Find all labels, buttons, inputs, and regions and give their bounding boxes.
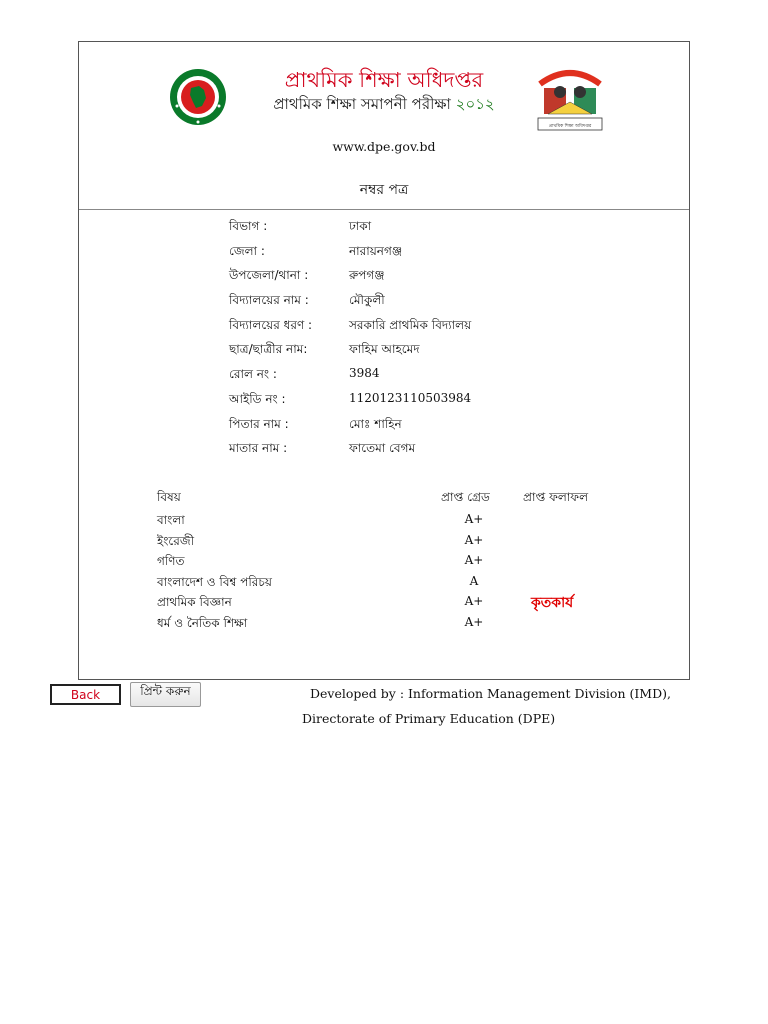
table-row xyxy=(157,615,607,636)
table-row xyxy=(157,553,607,574)
column-header-grade: প্রাপ্ত গ্রেড xyxy=(441,490,490,504)
info-label: মাতার নাম : xyxy=(229,441,288,456)
info-label: আইডি নং : xyxy=(229,391,286,406)
subject-name: বাংলাদেশ ও বিশ্ব পরিচয় xyxy=(157,574,272,589)
subject-name: গণিত xyxy=(157,554,185,569)
info-label: বিদ্যালয়ের নাম : xyxy=(229,293,309,308)
sheet-title: নম্বর পত্র xyxy=(359,182,409,198)
subject-name: ধর্ম ও নৈতিক শিক্ষা xyxy=(157,615,248,630)
info-value: 3984 xyxy=(349,366,380,381)
edu-logo-caption: প্রাথমিক শিক্ষা অধিদপ্তর xyxy=(548,124,592,129)
subject-grade: A+ xyxy=(464,512,484,526)
overall-result: কৃতকার্য xyxy=(531,595,574,611)
column-header-subject: বিষয় xyxy=(157,490,181,504)
table-row xyxy=(157,533,607,554)
table-row xyxy=(157,512,607,533)
sheet-header xyxy=(79,42,689,210)
exam-name: প্রাথমিক শিক্ষা সমাপনী পরীক্ষা xyxy=(273,95,451,113)
subject-name: প্রাথমিক বিজ্ঞান xyxy=(157,595,232,610)
primary-education-logo-icon xyxy=(534,64,606,132)
info-label: বিদ্যালয়ের ধরণ : xyxy=(229,317,313,332)
info-value: ঢাকা xyxy=(349,219,372,233)
subject-grade: A+ xyxy=(464,614,484,629)
subject-name: বাংলা xyxy=(157,513,185,527)
info-label: রোল নং : xyxy=(229,367,277,382)
info-value: মোঃ শাহিন xyxy=(349,416,402,431)
developer-credit: Developed by : Information Management Division (IMD), Directorate of Primary Education (DPE) xyxy=(302,686,671,726)
info-label: জেলা : xyxy=(229,243,265,258)
info-label: উপজেলা/থানা : xyxy=(229,268,309,283)
subject-name: ইংরেজী xyxy=(157,533,194,548)
info-value: 1120123110503984 xyxy=(349,390,472,405)
info-value: সরকারি প্রাথমিক বিদ্যালয় xyxy=(349,317,472,332)
result-sheet xyxy=(78,41,690,680)
info-value: রুপগঞ্জ xyxy=(349,268,385,283)
print-button[interactable]: প্রিন্ট করুন xyxy=(130,682,201,707)
subject-grade: A+ xyxy=(464,553,484,568)
website-url: www.dpe.gov.bd xyxy=(332,139,436,154)
info-value: ফাহিম আহমেদ xyxy=(349,342,420,357)
info-value: ফাতেমা বেগম xyxy=(349,441,416,456)
column-header-outcome: প্রাপ্ত ফলাফল xyxy=(523,490,589,504)
exam-year: ২০১২ xyxy=(455,95,495,113)
info-value: মৌকুলী xyxy=(349,293,385,308)
results-header-row xyxy=(157,489,607,512)
info-label: ছাত্র/ছাত্রীর নাম: xyxy=(229,342,308,357)
subject-grade: A xyxy=(469,573,479,588)
subject-grade: A+ xyxy=(464,594,484,609)
back-button[interactable]: Back xyxy=(50,684,121,705)
info-label: বিভাগ : xyxy=(229,219,268,233)
page-title: প্রাথমিক শিক্ষা অধিদপ্তর xyxy=(284,68,484,92)
subject-grade: A+ xyxy=(464,532,484,547)
info-label: পিতার নাম : xyxy=(229,416,289,431)
info-value: নারায়নগঞ্জ xyxy=(349,243,403,258)
